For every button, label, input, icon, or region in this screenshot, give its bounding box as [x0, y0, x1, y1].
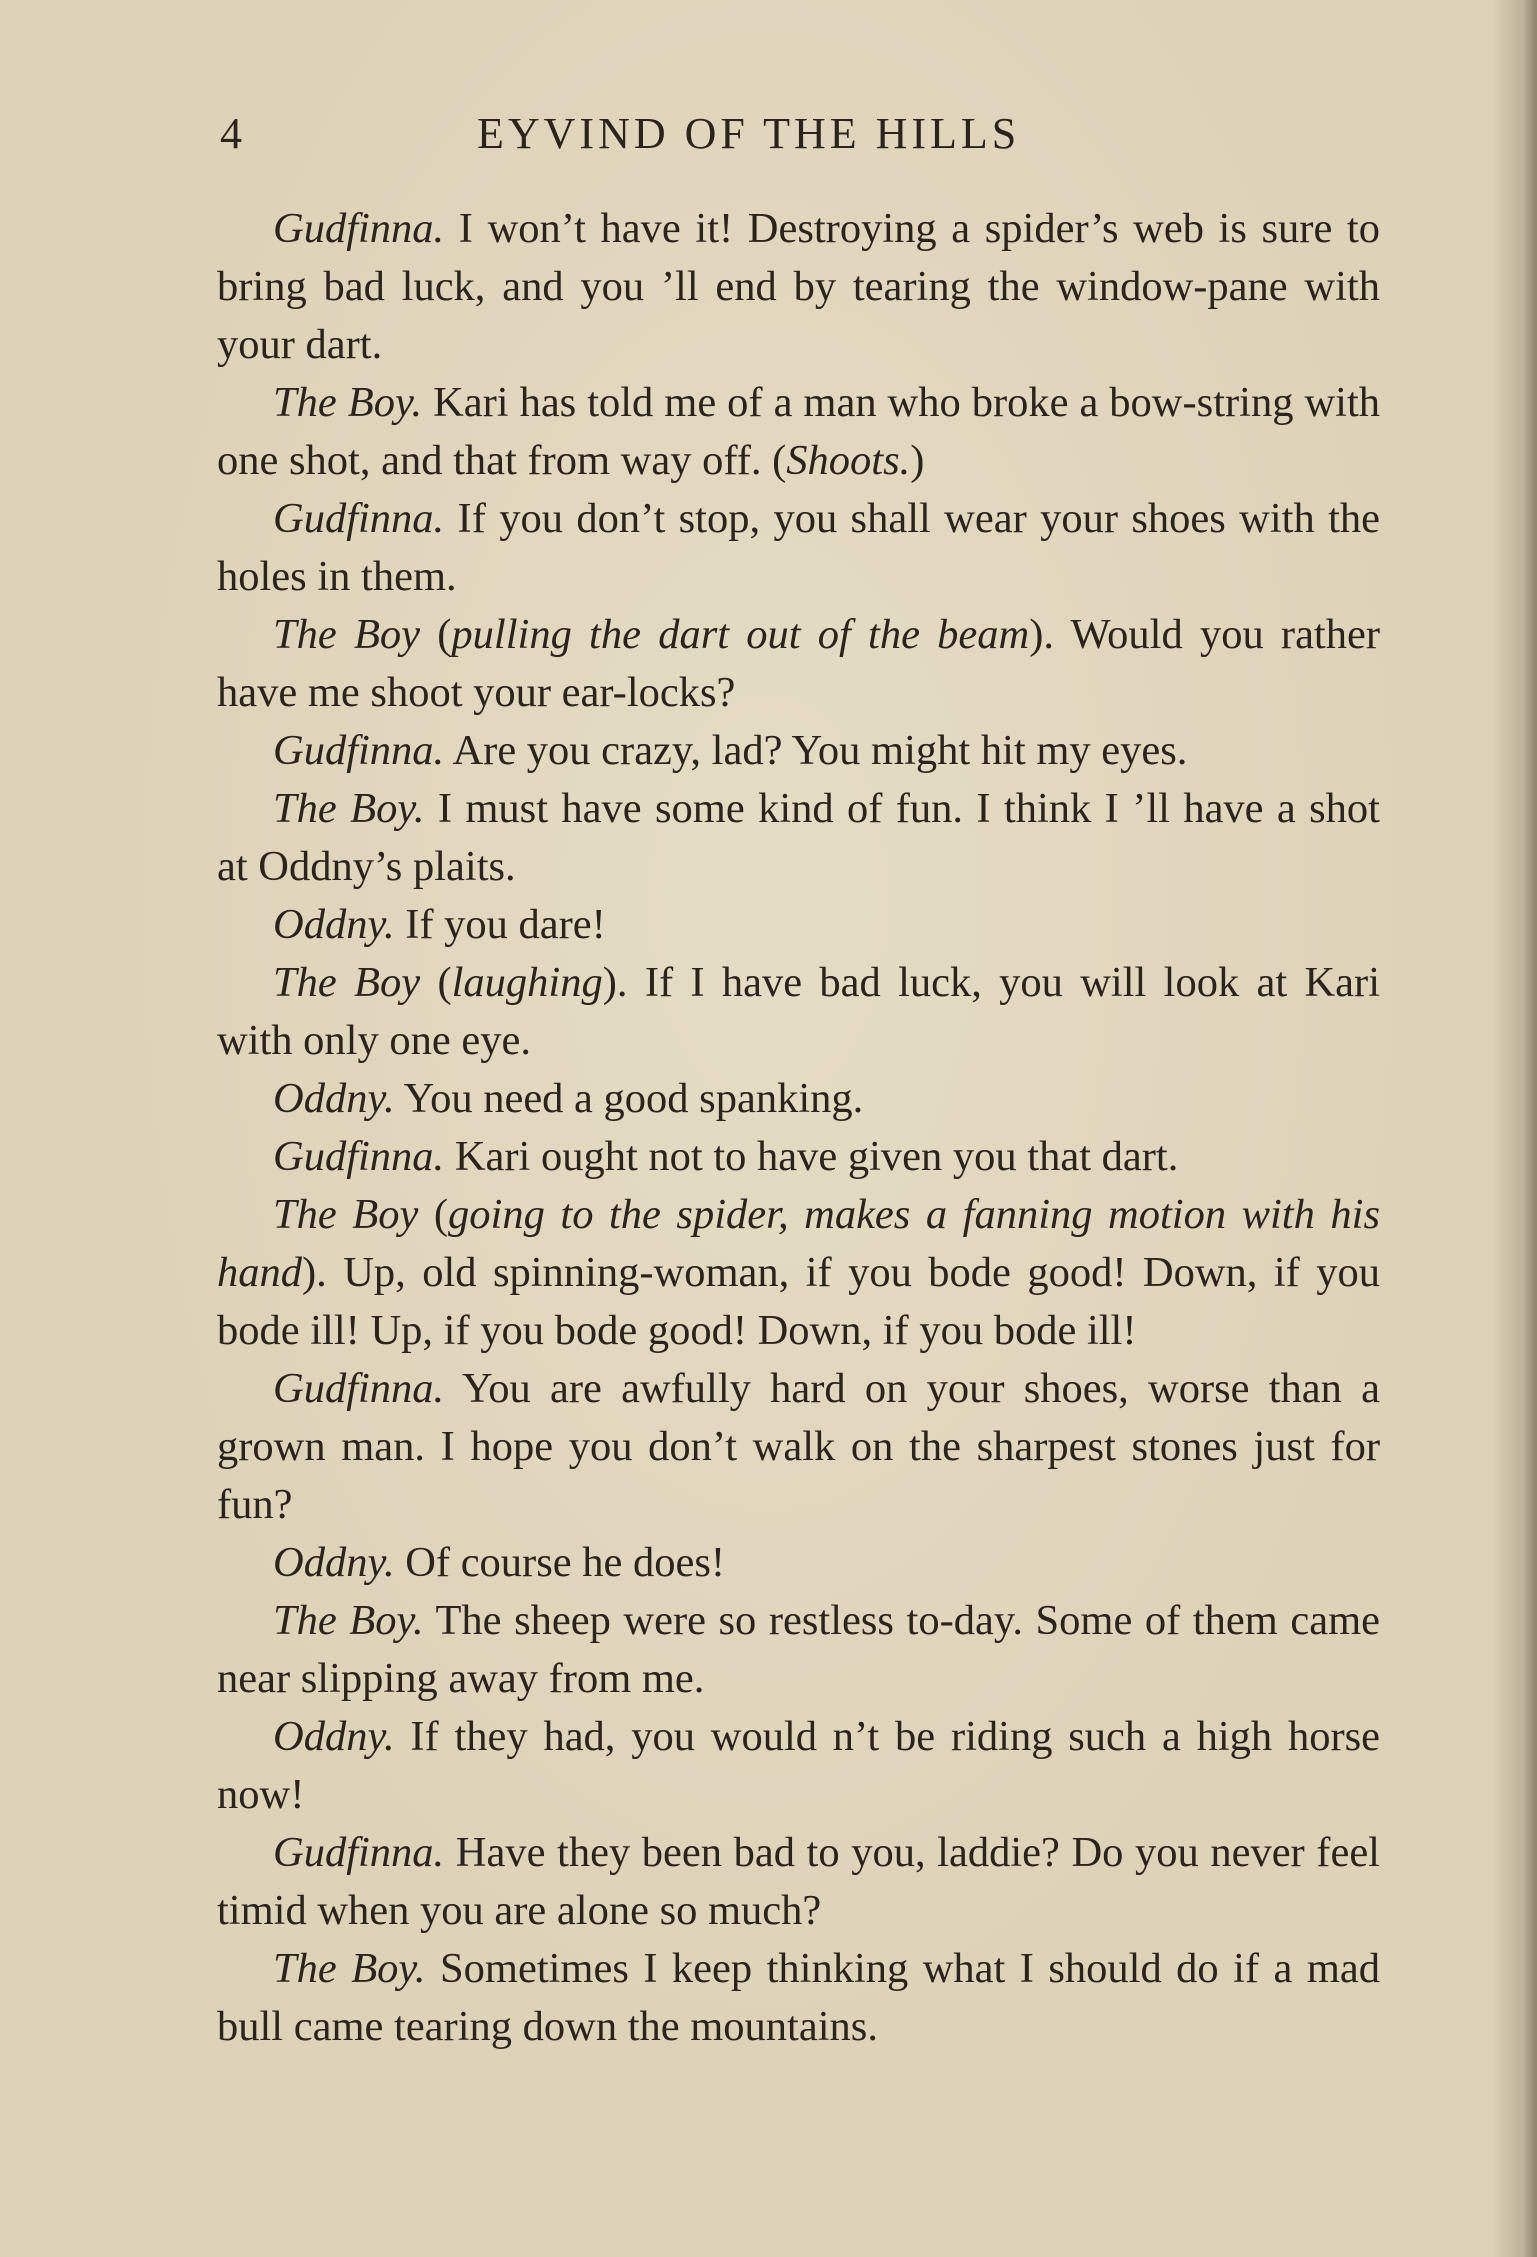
dialogue-paragraph	[217, 606, 1380, 722]
dialogue-paragraph	[217, 1070, 1380, 1128]
paragraph-text: Are you crazy, lad? You might hit my eyes.	[444, 727, 1188, 774]
dialogue-paragraph	[217, 1940, 1380, 2056]
speaker-name: Gudfinna.	[273, 1365, 445, 1412]
running-title: EYVIND OF THE HILLS	[477, 109, 1021, 158]
dialogue-paragraph	[217, 200, 1380, 374]
speaker-name: Gudfinna.	[273, 727, 445, 774]
paragraph-text: Have they been bad to you, laddie? Do you never feel timid when you are alone so much?	[217, 1829, 1380, 1934]
speaker-name: The Boy	[273, 1191, 419, 1238]
speaker-name: Oddny.	[273, 1075, 395, 1122]
speaker-name: Gudfinna.	[273, 205, 445, 252]
paragraph-text: The sheep were so restless to-day. Some of them came near slipping away from me.	[217, 1597, 1380, 1702]
speaker-name: Gudfinna.	[273, 1829, 445, 1876]
paragraph-text: Kari has told me of a man who broke a bow-string with one shot, and that from way off. (	[217, 379, 1380, 484]
speaker-name: Gudfinna.	[273, 495, 445, 542]
speaker-name: Oddny.	[273, 901, 395, 948]
paragraph-text: You are awfully hard on your shoes, worse than a grown man. I hope you don’t walk on the sharpest stones just for fun?	[217, 1365, 1380, 1528]
running-head	[217, 108, 1380, 178]
paragraph-text: I won’t have it! Destroying a spider’s web is sure to bring bad luck, and you ’ll end by tearing the window-pane with your dart.	[217, 205, 1380, 368]
speaker-name: The Boy.	[273, 785, 425, 832]
speaker-name: Oddny.	[273, 1713, 395, 1760]
speaker-name: The Boy.	[273, 379, 423, 426]
paren-close: ).	[602, 959, 628, 1006]
paragraph-tail: )	[910, 437, 925, 484]
paragraph-text: I must have some kind of fun. I think I ’ll have a shot at Oddny’s plaits.	[217, 785, 1380, 890]
speaker-name: The Boy.	[273, 1945, 426, 1992]
paren-open: (	[418, 1191, 449, 1238]
dialogue-paragraph	[217, 1360, 1380, 1534]
dialogue-paragraph	[217, 1186, 1380, 1360]
dialogue-paragraph	[217, 1128, 1380, 1186]
dialogue-paragraph	[217, 896, 1380, 954]
stage-direction: going to the spider, makes a fanning motion with his hand	[217, 1191, 1380, 1296]
dialogue-paragraph	[217, 722, 1380, 780]
paren-open: (	[420, 959, 452, 1006]
dialogue-paragraph	[217, 1708, 1380, 1824]
stage-direction: pulling the dart out of the beam	[451, 611, 1030, 658]
speaker-name: The Boy.	[273, 1597, 424, 1644]
dialogue-paragraph	[217, 1824, 1380, 1940]
dialogue-paragraph	[217, 1592, 1380, 1708]
dialogue-text	[217, 200, 1380, 2056]
dialogue-paragraph	[217, 780, 1380, 896]
paren-close: ).	[1029, 611, 1055, 658]
paragraph-text: Up, old spinning-woman, if you bode good! Down, if you bode ill! Up, if you bode good! Down, if you bode ill!	[217, 1249, 1380, 1354]
stage-direction: laughing	[451, 959, 603, 1006]
paragraph-text: If you dare!	[394, 901, 606, 948]
paren-open: (	[420, 611, 452, 658]
dialogue-paragraph	[217, 374, 1380, 490]
paragraph-text: Sometimes I keep thinking what I should do if a mad bull came tearing down the mountains.	[217, 1945, 1381, 2050]
paren-close: ).	[302, 1249, 327, 1296]
page-number: 4	[220, 109, 243, 158]
speaker-name: The Boy	[273, 959, 421, 1006]
paragraph-text: If they had, you would n’t be riding such a high horse now!	[217, 1713, 1380, 1818]
dialogue-paragraph	[217, 954, 1380, 1070]
paragraph-text: Would you rather have me shoot your ear-locks?	[217, 611, 1381, 716]
dialogue-paragraph	[217, 490, 1380, 606]
paragraph-text: If I have bad luck, you will look at Kari with only one eye.	[217, 959, 1381, 1064]
paragraph-text: You need a good spanking.	[394, 1075, 864, 1122]
page-edge-shadow	[1523, 0, 1537, 2257]
paragraph-text: Of course he does!	[394, 1539, 726, 1586]
paragraph-text: If you don’t stop, you shall wear your shoes with the holes in them.	[217, 495, 1380, 600]
speaker-name: Gudfinna.	[273, 1133, 445, 1180]
paragraph-text: Kari ought not to have given you that dart.	[444, 1133, 1179, 1180]
speaker-name: Oddny.	[273, 1539, 395, 1586]
dialogue-paragraph	[217, 1534, 1380, 1592]
speaker-name: The Boy	[273, 611, 421, 658]
stage-direction: Shoots.	[786, 437, 911, 484]
book-page	[217, 108, 1380, 2056]
